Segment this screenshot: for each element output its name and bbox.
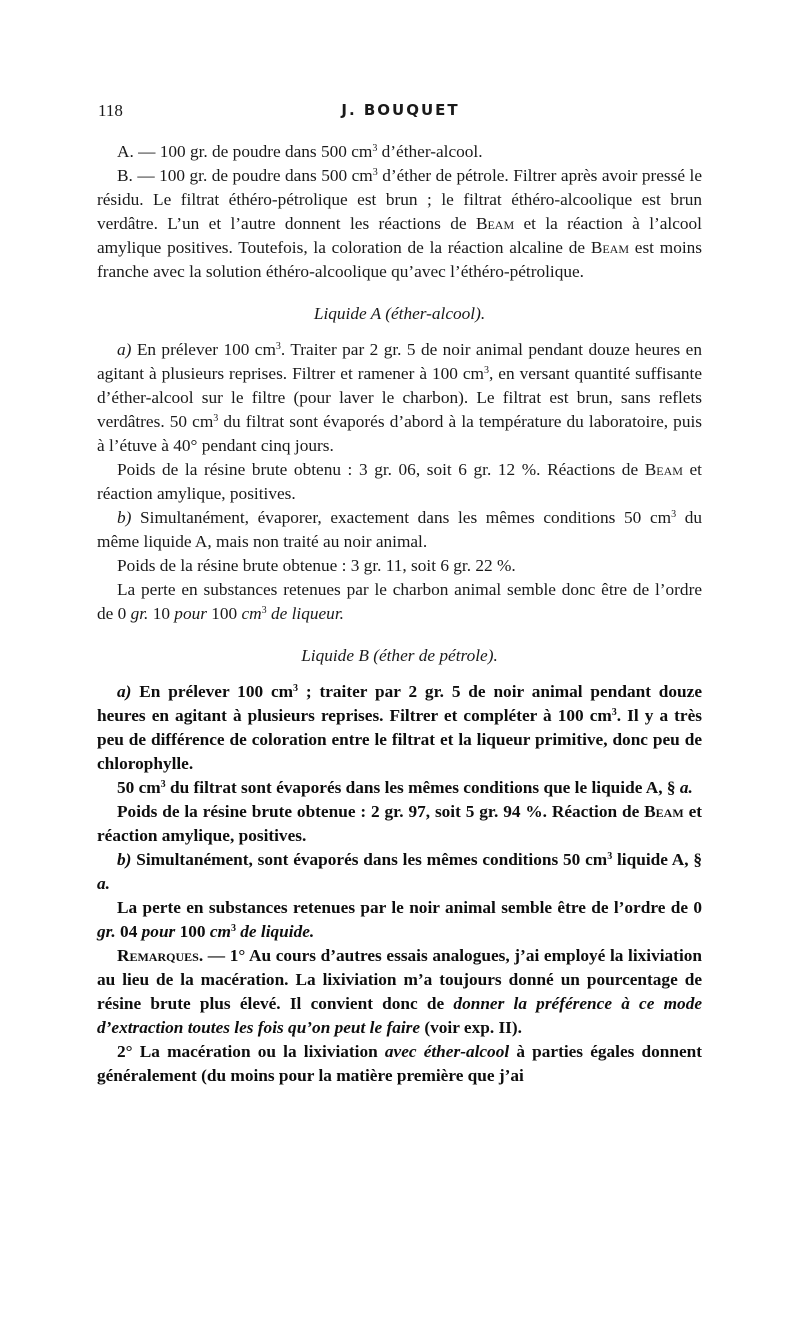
page-header xyxy=(98,101,703,125)
liquide-a-poids-resine-b: Poids de la résine brute obtenue : 3 gr. 11, soit 6 gr. 22 %. xyxy=(117,556,516,575)
remarques-paragraph-2: 2° La macération ou la lixiviation avec éther-alcool à parties égales donnent généralement (du moins pour la matière première que j’ai xyxy=(97,1042,703,1085)
liquide-a-paragraph-a: a) En prélever 100 $cm^3$. Traiter par 2 gr. 5 de noir animal pendant douze heures en agitant à plusieurs reprises. Filtrer et ramener à 100 $cm^3$, en versant quantité suffisante d’éther-alcool sur le filtre (pour laver le charbon). Le filtrat est brun, sans reflets verdâtres. 50 $cm^3$ du filtrat sont évaporés d’abord à la température du laboratoire, puis à l’étuve à 40° pendant cinq jours. xyxy=(97,340,703,455)
liquide-b-filtrat: 50 $cm^3$ du filtrat sont évaporés dans les mêmes conditions que le liquide A, § a. xyxy=(117,778,693,797)
heading-liquide-b: Liquide B (éther de pétrole). xyxy=(301,646,498,665)
liquide-b-poids-resine: Poids de la résine brute obtenue : 2 gr. 97, soit 5 gr. 94 %. Réaction de Beam et réaction amylique, positives. xyxy=(97,802,702,845)
page-body xyxy=(97,140,702,1088)
liquide-a-poids-resine: Poids de la résine brute obtenu : 3 gr. 06, soit 6 gr. 12 %. Réactions de Beam et réaction amylique, positives. xyxy=(97,460,702,503)
remarques-paragraph-1: Remarques. — 1° Au cours d’autres essais analogues, j’ai employé la lixiviation au lieu de la macération. La lixiviation m’a toujours donné un pourcentage de résine brute plus élevé. Il convient donc de donner la préférence à ce mode d’extraction toutes les fois qu’on peut le faire (voir exp. II). xyxy=(97,946,702,1037)
page-number: 118 xyxy=(98,101,123,120)
liquide-b-paragraph-a: a) En prélever 100 $cm^3$ ; traiter par 2 gr. 5 de noir animal pendant douze heures en agitant à plusieurs reprises. Filtrer et compléter à 100 $cm^3$. Il y a très peu de différence de coloration entre le filtrat et la liqueur primitive, donc peu de chlorophylle. xyxy=(97,682,702,773)
liquide-b-perte: La perte en substances retenues par le noir animal semble être de l’ordre de 0 gr. 04 pour 100 $cm^3$ de liquide. xyxy=(97,898,702,941)
heading-liquide-a: Liquide A (éther-alcool). xyxy=(313,304,486,323)
liquide-a-perte: La perte en substances retenues par le charbon animal semble donc être de l’ordre de 0 gr. 10 pour 100 $cm^3$ de liqueur. xyxy=(97,580,702,623)
liquide-a-paragraph-b: b) Simultanément, évaporer, exactement dans les mêmes conditions 50 $cm^3$ du même liquide A, mais non traité au noir animal. xyxy=(97,508,702,551)
paragraph-a-ether-alcool: A. — 100 gr. de poudre dans 500 $cm^3$ d’éther-alcool. xyxy=(117,142,483,161)
paragraph-b-ether-petrole: B. — 100 gr. de poudre dans 500 $cm^3$ d’éther de pétrole. Filtrer après avoir pressé le résidu. Le filtrat éthéro-pétrolique est brun ; le filtrat éthéro-alcoolique est brun verdâtre. L’un et l’autre donnent les réactions de Beam et la réaction à l’alcool amylique positives. Toutefois, la coloration de la réaction alcaline de Beam est moins franche avec la solution éthéro-alcoolique qu’avec l’éthéro-pétrolique. xyxy=(97,166,703,281)
running-head: J. BOUQUET xyxy=(341,101,460,119)
liquide-b-paragraph-b: b) Simultanément, sont évaporés dans les mêmes conditions 50 $cm^3$ liquide A, § a. xyxy=(97,850,703,893)
